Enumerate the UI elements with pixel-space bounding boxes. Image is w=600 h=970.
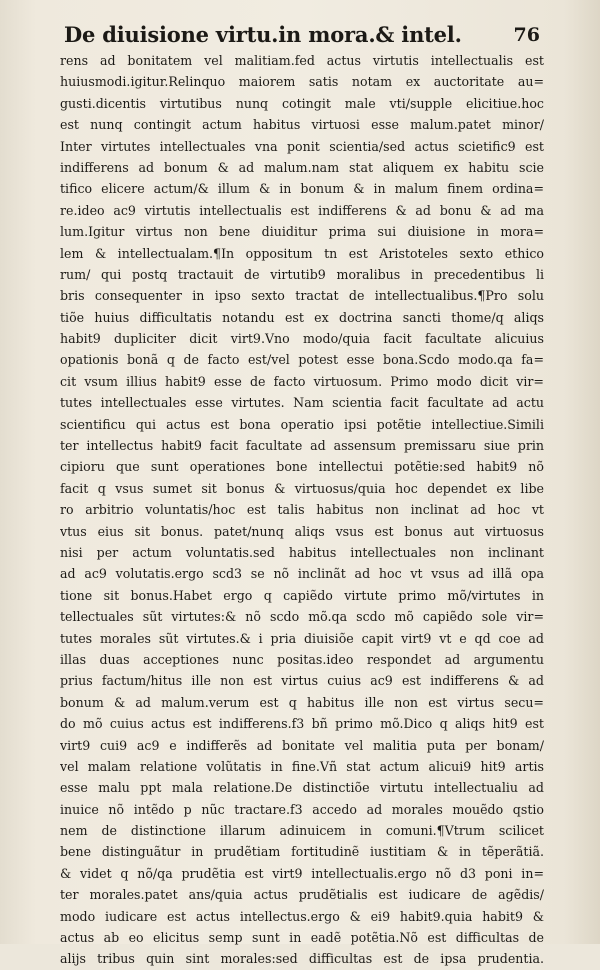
text-line: ter morales.patet ans/quia actus prudẽtialis est iudicare de agẽdis/: [60, 887, 544, 903]
text-line: tutes intellectuales esse virtutes. Nam scientia facit facultate ad actu: [60, 395, 544, 411]
text-line: ter intellectus habit9 facit facultate ad assensum premissaru siue prin: [60, 438, 544, 454]
text-line: alijs tribus quin sint morales:sed difficultas est de ipsa prudentia.: [60, 951, 544, 967]
text-line: facit q vsus sumet sit bonus & virtuosus/quia hoc dependet ex libe: [60, 480, 544, 496]
text-line: lum.Igitur virtus non bene diuiditur prima sui diuisione in mora=: [60, 224, 544, 240]
text-line: rens ad bonitatem vel malitiam.fed actus virtutis intellectualis est: [60, 53, 544, 68]
text-line: opationis bonã q de facto est/vel potest esse bona.Scdo modo.qa fa=: [60, 352, 544, 368]
text-line: gusti.dicentis virtutibus nunq cotingit male vti/supple elicitiue.hoc: [60, 95, 544, 111]
text-line: huiusmodi.igitur.Relinquo maiorem satis notam ex auctoritate au=: [60, 74, 544, 90]
text-line: esse malu ppt mala relatione.De distinctiõe virtutu intellectualiu ad: [60, 780, 544, 796]
text-line: tifico elicere actum/& illum & in bonum & in malum finem ordina=: [60, 181, 544, 197]
text-line: & videt q nõ/qa prudẽtia est virt9 intellectualis.ergo nõ d3 poni in=: [60, 865, 544, 881]
text-block: [60, 50, 544, 970]
text-line: prius factum/hitus ille non est virtus cuius ac9 est indifferens & ad: [60, 673, 544, 689]
text-line: tiõe huius difficultatis notandu est ex doctrina sancti thome/q aliqs: [60, 309, 544, 325]
text-line: indifferens ad bonum & ad malum.nam stat aliquem ex habitu scie: [60, 159, 544, 175]
text-line: illas duas acceptiones nunc positas.ideo respondet ad argumentu: [60, 651, 544, 667]
text-line: virt9 cui9 ac9 e indifferẽs ad bonitate vel malitia puta per bonam/: [60, 737, 544, 753]
text-line: actus ab eo elicitus semp sunt in eadẽ potẽtia.Nõ est difficultas de: [60, 930, 544, 946]
text-line: scientificu qui actus est bona operatio ipsi potẽtie intellectiue.Simili: [60, 416, 544, 432]
text-line: nem de distinctione illarum adinuicem in comuni.¶Vtrum scilicet: [60, 823, 544, 839]
text-line: vel malam relatione volũtatis in fine.Vñ stat actum alicui9 hit9 artis: [60, 758, 544, 774]
text-line: tutes morales sũt virtutes.& i pria diuisiõe capit virt9 vt e qd coe ad: [60, 630, 544, 646]
text-line: cipioru que sunt operationes bone intellectui potẽtie:sed habit9 nõ: [60, 459, 544, 475]
text-line: rum/ qui postq tractauit de virtutib9 moralibus in precedentibus li: [60, 266, 544, 282]
text-line: inuice nõ intẽdo p nũc tractare.f3 accedo ad morales mouẽdo qstio: [60, 801, 544, 817]
text-line: cit vsum illius habit9 esse de facto virtuosum. Primo modo dicit vir=: [60, 373, 544, 389]
text-line: lem & intellectualam.¶In oppositum tn est Aristoteles sexto ethico: [60, 245, 544, 261]
text-line: modo iudicare est actus intellectus.ergo & ei9 habit9.quia habit9 &: [60, 908, 544, 924]
text-line: bonum & ad malum.verum est q habitus ille non est virtus secu=: [60, 694, 544, 710]
text-line: ro arbitrio voluntatis/hoc est talis habitus non inclinat ad hoc vt: [60, 502, 544, 518]
text-line: est nunq contingit actum habitus virtuosi esse malum.patet minor/: [60, 117, 544, 133]
text-line: ad ac9 volutatis.ergo scd3 se nõ inclinãt ad hoc vt vsus ad illã opa: [60, 566, 544, 582]
text-line: tione sit bonus.Habet ergo q capiẽdo virtute primo mõ/virtutes in: [60, 587, 544, 603]
text-line: nisi per actum voluntatis.sed habitus intellectuales non inclinant: [60, 544, 544, 560]
text-line: bris consequenter in ipso sexto tractat de intellectualibus.¶Pro solu: [60, 288, 544, 304]
running-title: De diuisione virtu.in mora.& intel.: [64, 22, 462, 47]
text-line: Inter virtutes intellectuales vna ponit scientia/sed actus scietific9 est: [60, 138, 544, 154]
text-line: habit9 dupliciter dicit virt9.Vno modo/quia facit facultate alicuius: [60, 331, 544, 347]
folio-number: 76: [513, 24, 540, 46]
text-line: tellectuales sũt virtutes:& nõ scdo mõ.qa scdo mõ capiẽdo sole vir=: [60, 609, 544, 625]
text-line: bene distinguãtur in prudẽtiam fortitudinẽ iustitiam & in tẽperãtiã.: [60, 844, 544, 860]
text-line: vtus eius sit bonus. patet/nunq aliqs vsus est bonus aut virtuosus: [60, 523, 544, 539]
text-line: do mõ cuius actus est indifferens.f3 bñ primo mõ.Dico q aliqs hit9 est: [60, 716, 544, 732]
text-line: re.ideo ac9 virtutis intellectualis est indifferens & ad bonu & ad ma: [60, 202, 544, 218]
page-header: [60, 22, 540, 52]
